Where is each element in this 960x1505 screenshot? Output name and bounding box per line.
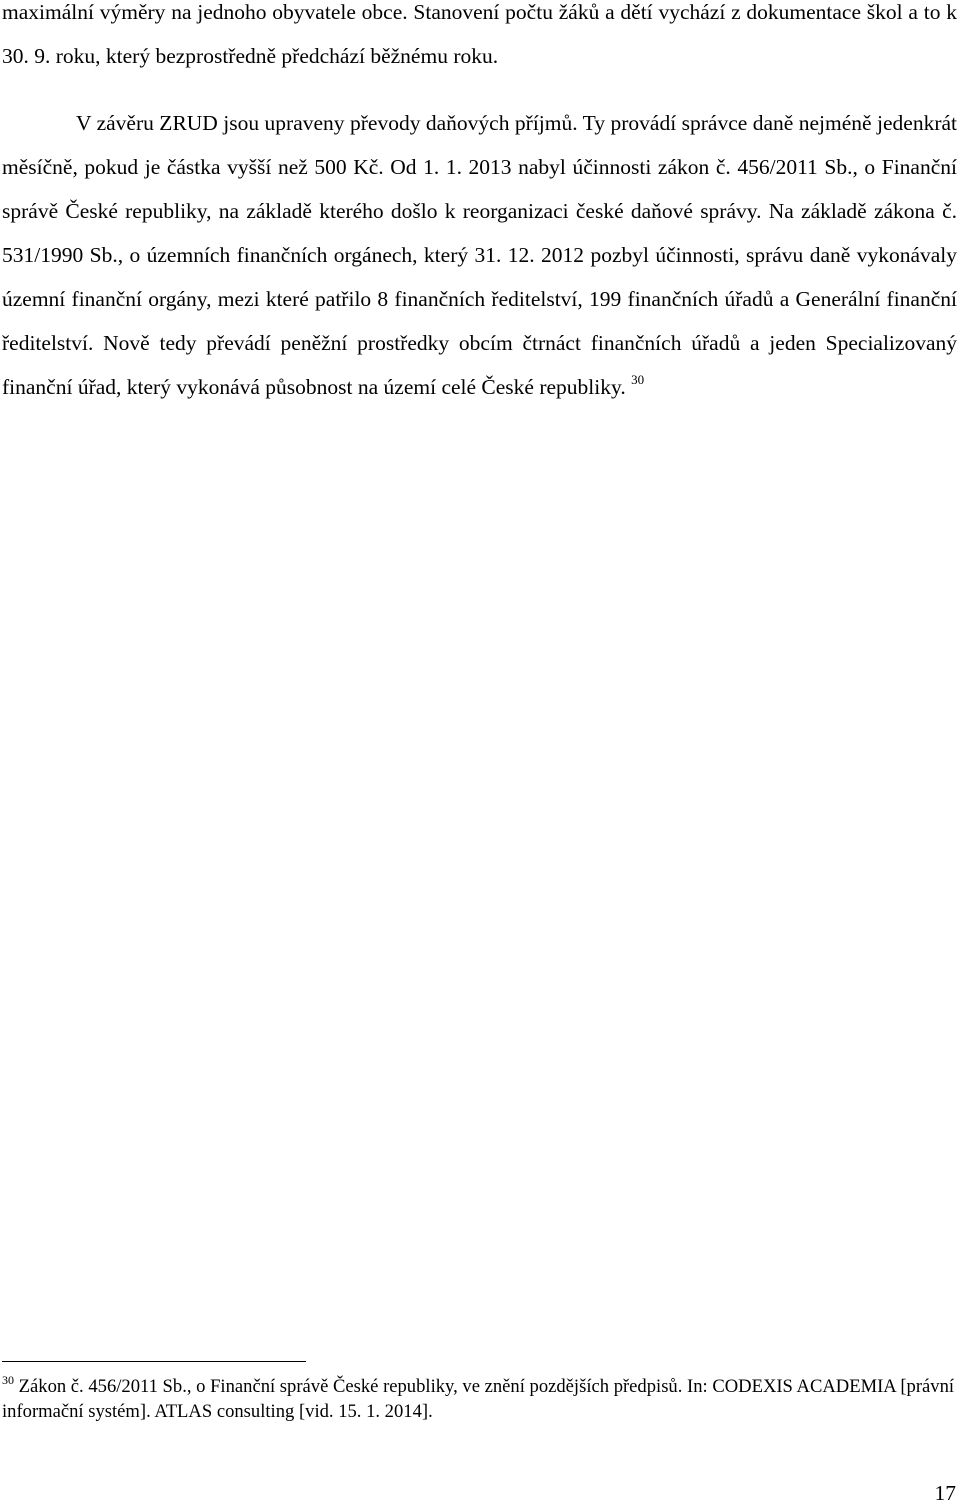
paragraph-tax-transfers [2, 101, 957, 409]
footnote-text: Zákon č. 456/2011 Sb., o Finanční správě České republiky, ve znění pozdějších předpisů. In: CODEXIS ACADEMIA [právní informační systém]. ATLAS consulting [vid. 15. 1. 2014]. [2, 1376, 955, 1422]
paragraph-continuation [2, 0, 957, 78]
paragraph-text: V závěru ZRUD jsou upraveny převody daňových příjmů. Ty provádí správce daně nejméně jedenkrát měsíčně, pokud je částka vyšší než 500 Kč. Od 1. 1. 2013 nabyl účinnosti zákon č. 456/2011 Sb., o Finanční správě České republiky, na základě kterého došlo k reorganizaci české daňové správy. Na základě zákona č. 531/1990 Sb., o územních finančních orgánech, který 31. 12. 2012 pozbyl účinnosti, správu daně vykonávaly územní finanční orgány, mezi které patřilo 8 finančních ředitelství, 199 finančních úřadů a Generální finanční ředitelství. Nově tedy převádí peněžní prostředky obcím čtrnáct finančních úřadů a jeden Specializovaný finanční úřad, který vykonává působnost na území celé České republiky. [2, 111, 957, 399]
footnote [2, 1374, 957, 1424]
footnote-number: 30 [2, 1373, 14, 1387]
page-number: 17 [934, 1481, 956, 1505]
paragraph-text: maximální výměry na jednoho obyvatele obce. Stanovení počtu žáků a dětí vychází z dokumentace škol a to k 30. 9. roku, který bezprostředně předchází běžnému roku. [2, 0, 957, 68]
footnote-reference: 30 [631, 372, 645, 387]
footnote-separator [2, 1361, 306, 1362]
